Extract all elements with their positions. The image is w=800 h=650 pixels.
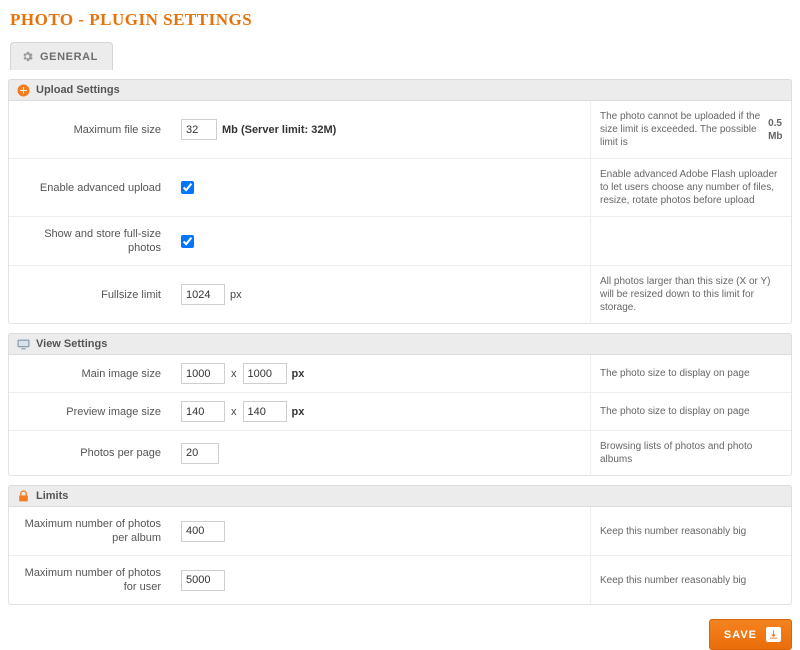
field-help: The photo size to display on page: [600, 406, 750, 417]
preview-image-height-input[interactable]: [243, 401, 287, 422]
field-label: Maximum number of photos for user: [24, 567, 161, 593]
photos-per-page-input[interactable]: [181, 443, 219, 464]
field-unit: px: [230, 288, 242, 301]
field-control: [171, 101, 591, 158]
field-label: Main image size: [81, 367, 161, 380]
field-label: Maximum file size: [73, 123, 161, 136]
plus-circle-icon: [17, 84, 30, 97]
field-control: [171, 266, 591, 323]
row-max-photos-for-user: [9, 555, 791, 604]
maximum-file-size-input[interactable]: [181, 119, 217, 140]
section-body: [8, 507, 792, 605]
field-label: Show and store full-size photos: [44, 228, 161, 254]
show-fullsize-photos-checkbox[interactable]: [181, 235, 194, 248]
field-label: Enable advanced upload: [39, 181, 161, 194]
field-unit: Mb (Server limit: 32M): [222, 123, 337, 136]
field-help: All photos larger than this size (X or Y) will be resized down to this limit for storage.: [600, 276, 771, 313]
lock-icon: [17, 490, 30, 503]
field-help: Keep this number reasonably big: [600, 574, 747, 586]
save-button-label: SAVE: [723, 628, 757, 641]
field-label: Maximum number of photos per album: [24, 518, 161, 544]
field-control: [171, 431, 591, 475]
section-title: Upload Settings: [36, 84, 120, 96]
field-control: [171, 217, 591, 265]
section-body: [8, 355, 792, 476]
field-help: The photo size to display on page: [600, 368, 750, 379]
row-photos-per-page: [9, 430, 791, 475]
section-body: [8, 101, 792, 324]
main-image-height-input[interactable]: [243, 363, 287, 384]
field-control: [171, 159, 591, 216]
row-main-image-size: [9, 355, 791, 392]
row-enable-advanced-upload: [9, 158, 791, 216]
max-photos-for-user-input[interactable]: [181, 570, 225, 591]
field-unit: px: [291, 367, 305, 380]
field-help: [591, 217, 791, 265]
dimension-separator: x: [231, 367, 237, 380]
section-view-settings: [8, 333, 792, 476]
field-control: [171, 556, 591, 604]
field-help: The photo cannot be uploaded if the size limit is exceeded. The possible limit is 0.5 Mb: [600, 111, 783, 148]
section-header: [8, 79, 792, 101]
save-button[interactable]: [709, 619, 792, 650]
monitor-icon: [17, 338, 30, 351]
row-max-photos-per-album: [9, 507, 791, 555]
field-label: Fullsize limit: [101, 288, 161, 301]
gear-icon: [21, 50, 34, 63]
section-header: [8, 333, 792, 355]
row-maximum-file-size: [9, 101, 791, 158]
field-help: Enable advanced Adobe Flash uploader to let users choose any number of files, resize, rotate photos before upload: [600, 169, 778, 206]
field-label: Photos per page: [80, 447, 161, 459]
tab-general[interactable]: [10, 42, 113, 70]
section-title: Limits: [36, 490, 69, 502]
download-arrow-icon: [766, 627, 781, 642]
dimension-separator: x: [231, 405, 237, 418]
fullsize-limit-input[interactable]: [181, 284, 225, 305]
section-header: [8, 485, 792, 507]
main-image-width-input[interactable]: [181, 363, 225, 384]
enable-advanced-upload-checkbox[interactable]: [181, 181, 194, 194]
max-photos-per-album-input[interactable]: [181, 521, 225, 542]
field-control: [171, 393, 591, 430]
tab-label: GENERAL: [40, 50, 98, 63]
field-label: Preview image size: [66, 405, 161, 418]
section-title: View Settings: [36, 338, 108, 350]
field-control: [171, 507, 591, 555]
row-show-fullsize-photos: [9, 216, 791, 265]
field-unit: px: [291, 405, 305, 418]
row-preview-image-size: [9, 392, 791, 430]
section-limits: [8, 485, 792, 605]
row-fullsize-limit: [9, 265, 791, 323]
field-help: Keep this number reasonably big: [600, 525, 747, 537]
field-help: Browsing lists of photos and photo albums: [600, 441, 753, 465]
tab-bar: [0, 30, 800, 70]
field-control: [171, 355, 591, 392]
preview-image-width-input[interactable]: [181, 401, 225, 422]
page-title: PHOTO - PLUGIN SETTINGS: [10, 10, 253, 29]
section-upload-settings: [8, 79, 792, 324]
form-footer: [8, 619, 792, 650]
